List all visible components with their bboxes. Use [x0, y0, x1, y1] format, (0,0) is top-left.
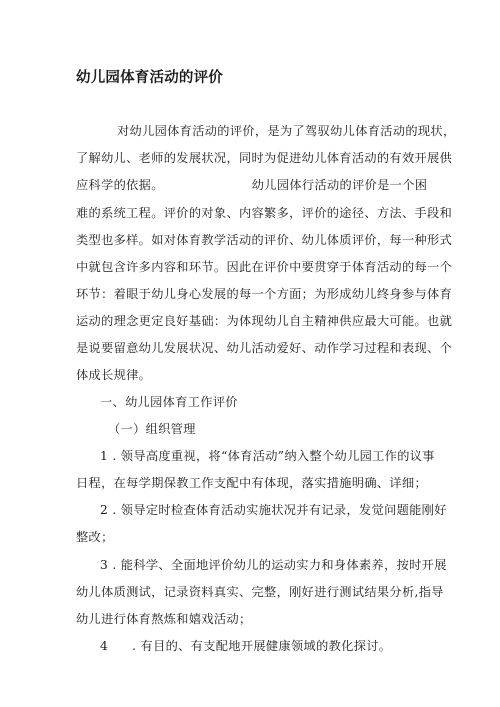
line-text: 了解幼儿、老师的发展状况，同时为促进幼儿体育活动的有效开展供: [76, 151, 453, 165]
line-text: 2 . 领导定时检查体育活动实施状况并有记录，发觉问题能刚好: [100, 503, 447, 517]
line-text: 1 . 领导高度重视，将“体育活动”纳入整个幼儿园工作的议事: [100, 449, 435, 463]
line-text: （一）组织管理: [108, 422, 196, 436]
paragraph-line: [100, 501, 447, 518]
line-text: 难的系统工程。评价的对象、内容繁多，评价的途径、方法、手段和: [76, 206, 453, 220]
paragraph-line: [100, 556, 447, 573]
paragraph-line: [76, 339, 452, 356]
paragraph-line: [76, 204, 452, 221]
paragraph-line: [76, 312, 452, 329]
paragraph-line: [117, 122, 456, 139]
paragraph-line: [76, 285, 452, 302]
paragraph-line: [76, 149, 452, 166]
paragraph-line: [76, 610, 252, 627]
line-text: 环节：着眼于幼儿身心发展的每一个方面；为形成幼儿终身参与体育: [76, 287, 453, 301]
paragraph-line: [100, 637, 391, 654]
line-text: . 有目的、有支配地开展健康领域的教化探讨。: [132, 639, 392, 653]
line-text: 4: [100, 639, 109, 653]
line-text: 中就包含许多内容和环节。因此在评价中要贯穿于体育活动的每一个: [76, 260, 453, 274]
subsection-heading: [108, 420, 196, 437]
line-text: 3 . 能科学、全面地评价幼儿的运动实力和身体素养，按时开展: [100, 558, 447, 572]
paragraph-line: [76, 366, 151, 383]
document-title: 幼儿园体育活动的评价: [76, 70, 223, 86]
line-text: 日程，在每学期保教工作支配中有体现，落实措施明确、详细；: [76, 476, 428, 490]
paragraph-line: [76, 474, 427, 491]
line-text: 整改；: [76, 530, 114, 544]
paragraph-line: [100, 447, 435, 464]
line-text: 是说要留意幼儿发展状况、幼儿活动爱好、动作学习过程和表现、个: [76, 341, 453, 355]
line-text: 运动的理念更定良好基础：为体现幼儿自主精神供应最大可能。也就: [76, 314, 453, 328]
line-text: 类型也多样。如对体育教学活动的评价、幼儿体质评价，每一种形式: [76, 233, 453, 247]
line-text: 对幼儿园体育活动的评价，是为了驾驭幼儿体育活动的现状，: [117, 124, 456, 138]
line-text: 幼儿进行体育熬炼和嬉戏活动；: [76, 612, 252, 626]
line-text: 应科学的依据。: [76, 178, 164, 192]
line-text: 体成长规律。: [76, 368, 152, 382]
paragraph-line: [76, 583, 444, 600]
line-text: 一、幼儿园体育工作评价: [100, 395, 238, 409]
line-text: 幼儿园体行活动的评价是一个困: [251, 178, 428, 192]
paragraph-line: [76, 528, 114, 545]
paragraph-line: [76, 231, 452, 248]
paragraph-line: [76, 176, 427, 193]
line-text: 幼儿体质测试，记录资料真实、完整，刚好进行测试结果分析,指导: [76, 585, 444, 599]
section-heading: [100, 393, 238, 410]
paragraph-line: [76, 258, 452, 275]
